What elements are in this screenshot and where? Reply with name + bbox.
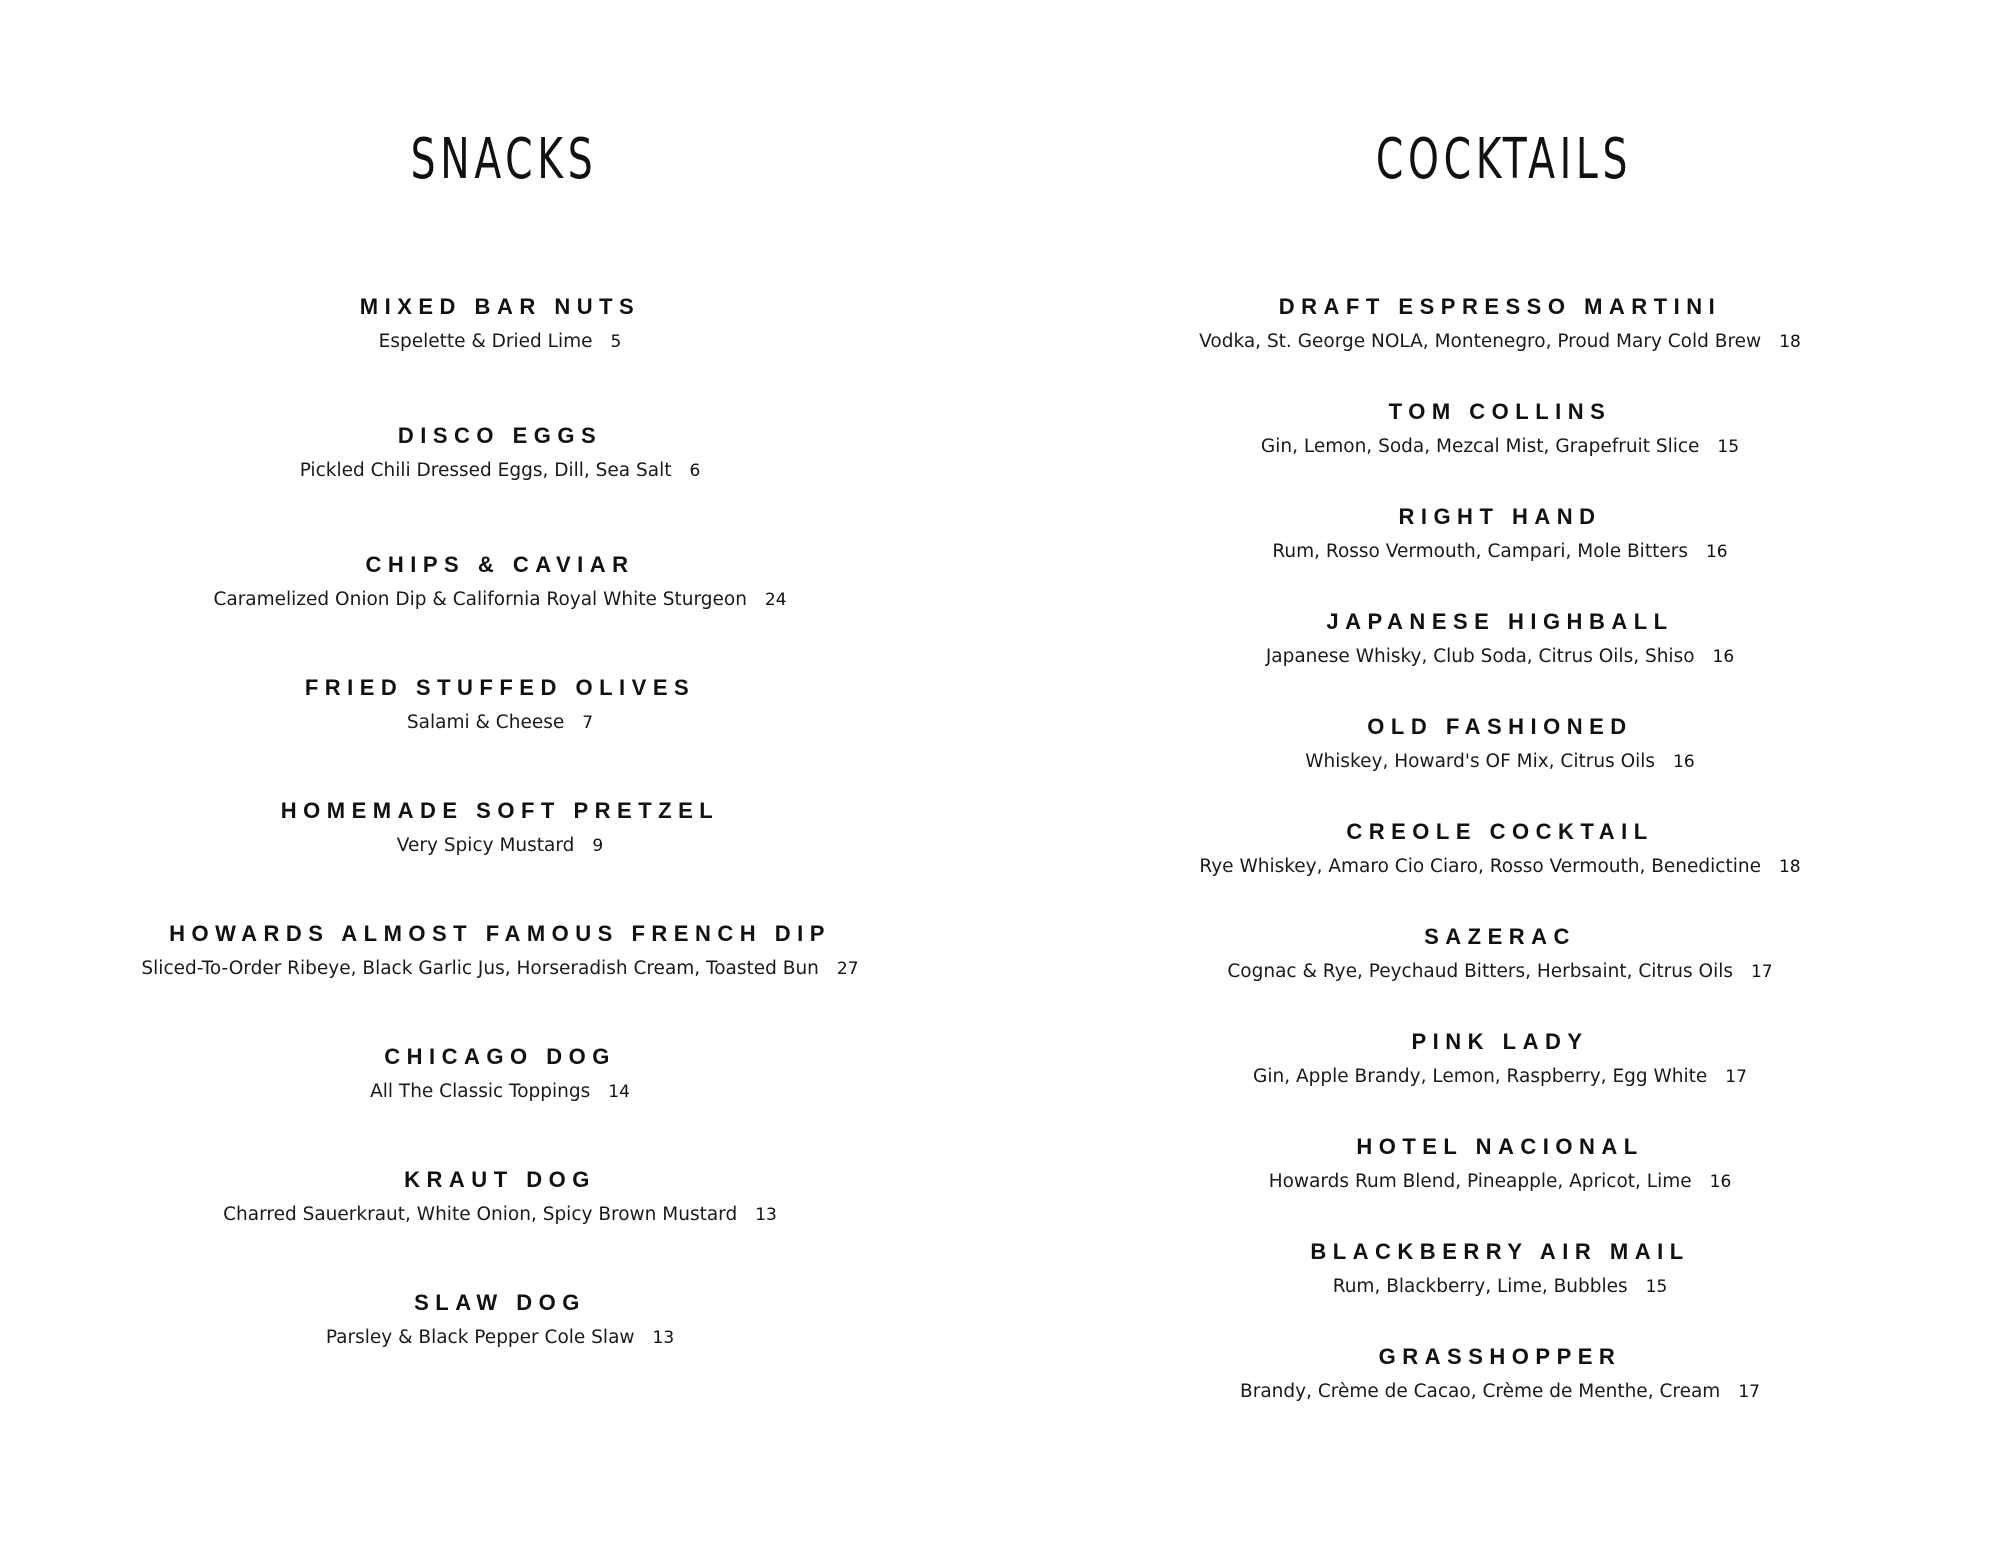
item-description-line <box>1000 329 2000 355</box>
menu-item <box>0 1290 1000 1413</box>
item-description-line <box>0 587 1000 613</box>
item-price: 7 <box>582 713 594 733</box>
cocktails-list <box>1000 294 2000 1449</box>
item-description: Gin, Apple Brandy, Lemon, Raspberry, Egg White <box>1253 1066 1708 1087</box>
menu-item <box>1000 1239 2000 1344</box>
item-description-line <box>1000 749 2000 775</box>
item-price: 18 <box>1779 332 1801 352</box>
menu-item <box>1000 399 2000 504</box>
menu-item <box>0 1044 1000 1167</box>
item-description: Howards Rum Blend, Pineapple, Apricot, Lime <box>1268 1171 1692 1192</box>
item-name: SLAW DOG <box>414 1290 586 1315</box>
menu-item <box>1000 294 2000 399</box>
menu-item <box>1000 714 2000 819</box>
item-description: Very Spicy Mustard <box>396 835 575 856</box>
item-price: 6 <box>689 461 701 481</box>
item-price: 15 <box>1717 437 1740 457</box>
item-description: Japanese Whisky, Club Soda, Citrus Oils, Shiso <box>1265 646 1695 667</box>
item-description-line <box>1000 539 2000 565</box>
item-description-line <box>1000 644 2000 670</box>
item-name: MIXED BAR NUTS <box>359 294 641 319</box>
item-price: 16 <box>1709 1172 1732 1192</box>
item-description-line <box>0 1202 1000 1228</box>
item-name: OLD FASHIONED <box>1367 714 1633 739</box>
menu-item <box>1000 609 2000 714</box>
item-name: DRAFT ESPRESSO MARTINI <box>1278 294 1722 319</box>
menu-item <box>0 423 1000 552</box>
item-price: 13 <box>652 1328 675 1348</box>
item-description-line <box>0 1325 1000 1351</box>
menu-item <box>0 552 1000 675</box>
item-description: Rye Whiskey, Amaro Cio Ciaro, Rosso Vermouth, Benedictine <box>1199 856 1761 877</box>
snacks-title: SNACKS <box>410 127 598 192</box>
item-description: Salami & Cheese <box>406 712 565 733</box>
item-description: Rum, Blackberry, Lime, Bubbles <box>1332 1276 1628 1297</box>
item-description-line <box>0 833 1000 859</box>
item-name: PINK LADY <box>1411 1029 1589 1054</box>
item-price: 17 <box>1738 1382 1760 1402</box>
item-description-line <box>1000 1064 2000 1090</box>
menu-item <box>1000 504 2000 609</box>
item-description-line <box>1000 1274 2000 1300</box>
item-name: HOWARDS ALMOST FAMOUS FRENCH DIP <box>169 921 831 946</box>
item-price: 15 <box>1645 1277 1668 1297</box>
item-description: Parsley & Black Pepper Cole Slaw <box>325 1327 635 1348</box>
item-description: Espelette & Dried Lime <box>378 331 593 352</box>
menu-item <box>1000 1134 2000 1239</box>
item-description: Cognac & Rye, Peychaud Bitters, Herbsaint, Citrus Oils <box>1227 961 1733 982</box>
item-description: Brandy, Crème de Cacao, Crème de Menthe, Cream <box>1240 1381 1721 1402</box>
menu-item <box>0 921 1000 1044</box>
item-name: KRAUT DOG <box>404 1167 596 1192</box>
item-price: 24 <box>764 590 787 610</box>
item-description-line <box>1000 1169 2000 1195</box>
item-price: 18 <box>1778 857 1801 877</box>
menu-item <box>1000 1029 2000 1134</box>
item-description: Whiskey, Howard's OF Mix, Citrus Oils <box>1305 751 1656 772</box>
item-description-line <box>0 956 1000 982</box>
item-price: 9 <box>592 836 604 856</box>
item-price: 16 <box>1673 752 1695 772</box>
cocktails-section <box>1000 0 2000 1545</box>
item-name: CHICAGO DOG <box>384 1044 616 1069</box>
menu-item <box>0 294 1000 423</box>
item-name: JAPANESE HIGHBALL <box>1326 609 1674 634</box>
item-description: Gin, Lemon, Soda, Mezcal Mist, Grapefruit Slice <box>1260 436 1700 457</box>
menu-item <box>0 675 1000 798</box>
item-name: HOMEMADE SOFT PRETZEL <box>280 798 720 823</box>
menu-item <box>1000 924 2000 1029</box>
item-name: CREOLE COCKTAIL <box>1346 819 1654 844</box>
item-name: TOM COLLINS <box>1388 399 1612 424</box>
item-price: 14 <box>608 1082 630 1102</box>
item-description: Vodka, St. George NOLA, Montenegro, Proud Mary Cold Brew <box>1199 331 1762 352</box>
item-description-line <box>1000 1379 2000 1405</box>
item-name: DISCO EGGS <box>397 423 603 448</box>
item-description: Caramelized Onion Dip & California Royal White Sturgeon <box>213 589 747 610</box>
menu-item <box>0 798 1000 921</box>
menu-item <box>1000 819 2000 924</box>
cocktails-title: COCKTAILS <box>1375 127 1633 192</box>
item-description: Pickled Chili Dressed Eggs, Dill, Sea Salt <box>299 460 672 481</box>
item-description-line <box>1000 959 2000 985</box>
item-price: 17 <box>1725 1067 1747 1087</box>
item-name: BLACKBERRY AIR MAIL <box>1310 1239 1690 1264</box>
item-name: CHIPS & CAVIAR <box>365 552 635 577</box>
item-name: RIGHT HAND <box>1398 504 1602 529</box>
item-name: FRIED STUFFED OLIVES <box>304 675 696 700</box>
item-name: GRASSHOPPER <box>1378 1344 1622 1369</box>
item-description-line <box>0 710 1000 736</box>
menu-item <box>0 1167 1000 1290</box>
menu-item <box>1000 1344 2000 1449</box>
item-description: Rum, Rosso Vermouth, Campari, Mole Bitters <box>1272 541 1688 562</box>
item-price: 13 <box>755 1205 777 1225</box>
item-description-line <box>1000 854 2000 880</box>
item-description-line <box>0 329 1000 355</box>
item-description-line <box>1000 434 2000 460</box>
item-description: Charred Sauerkraut, White Onion, Spicy Brown Mustard <box>223 1204 738 1225</box>
item-description-line <box>0 458 1000 484</box>
item-name: SAZERAC <box>1424 924 1576 949</box>
item-description-line <box>0 1079 1000 1105</box>
item-price: 16 <box>1712 647 1735 667</box>
snacks-list <box>0 294 1000 1413</box>
item-description: Sliced-To-Order Ribeye, Black Garlic Jus, Horseradish Cream, Toasted Bun <box>141 958 819 979</box>
item-price: 16 <box>1705 542 1728 562</box>
item-price: 5 <box>610 332 622 352</box>
item-description: All The Classic Toppings <box>370 1081 591 1102</box>
item-price: 27 <box>836 959 859 979</box>
item-price: 17 <box>1750 962 1773 982</box>
item-name: HOTEL NACIONAL <box>1356 1134 1644 1159</box>
